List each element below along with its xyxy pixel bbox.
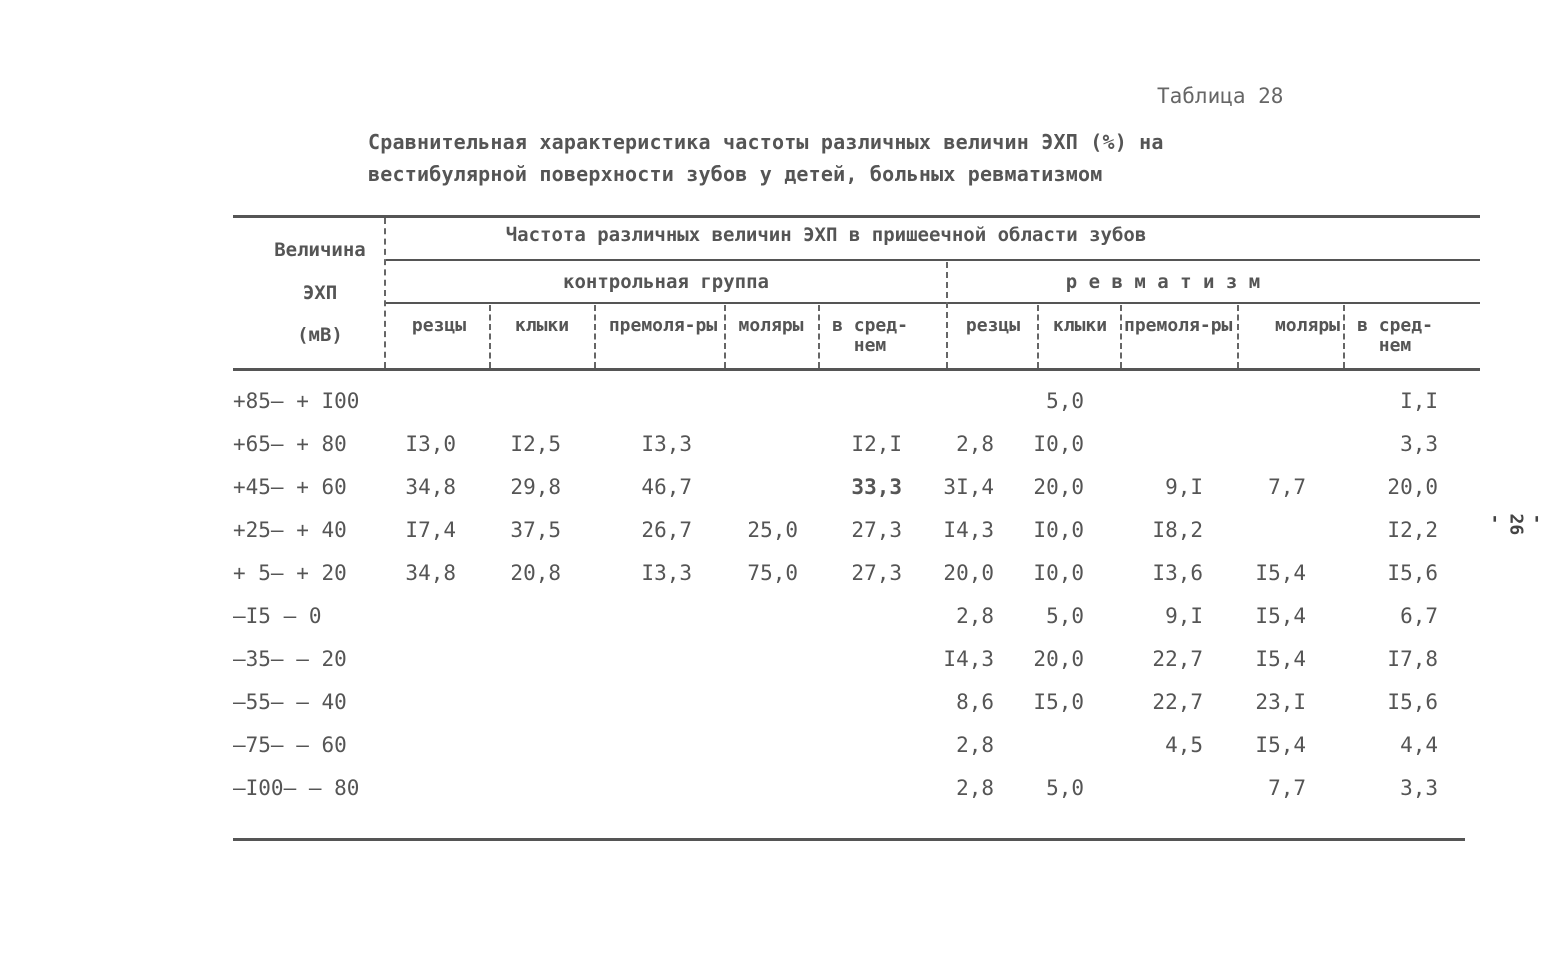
cell: 34,8 bbox=[405, 475, 456, 499]
cell: I5,4 bbox=[1255, 604, 1306, 628]
cell: 34,8 bbox=[405, 561, 456, 585]
col-header: в сред-нем bbox=[832, 315, 908, 356]
cell: 20,0 bbox=[1033, 475, 1084, 499]
cell: I3,3 bbox=[641, 561, 692, 585]
col-header: премоля-ры bbox=[608, 315, 718, 336]
cell: I7,4 bbox=[405, 518, 456, 542]
cell: I3,6 bbox=[1152, 561, 1203, 585]
row-label: –I5 – 0 bbox=[233, 604, 322, 628]
stub-header-line-1: Величина bbox=[274, 239, 366, 261]
row-label: +65– + 80 bbox=[233, 432, 347, 456]
cell: 20,0 bbox=[1387, 475, 1438, 499]
cell: 27,3 bbox=[851, 518, 902, 542]
cell: 5,0 bbox=[1046, 389, 1084, 413]
cell: 3I,4 bbox=[943, 475, 994, 499]
row-label: + 5– + 20 bbox=[233, 561, 347, 585]
cell: I4,3 bbox=[943, 518, 994, 542]
cell: 27,3 bbox=[851, 561, 902, 585]
cell: 5,0 bbox=[1046, 604, 1084, 628]
cell: I4,3 bbox=[943, 647, 994, 671]
cell: I5,4 bbox=[1255, 561, 1306, 585]
cell: 20,0 bbox=[943, 561, 994, 585]
row-label: –55– – 40 bbox=[233, 690, 347, 714]
cell: 2,8 bbox=[956, 776, 994, 800]
col-header: моляры bbox=[738, 315, 804, 336]
cell: 22,7 bbox=[1152, 690, 1203, 714]
page-number bbox=[1484, 470, 1548, 550]
cell: 25,0 bbox=[747, 518, 798, 542]
spanner-rule bbox=[386, 259, 1480, 261]
cell: 6,7 bbox=[1400, 604, 1438, 628]
cell: 20,8 bbox=[510, 561, 561, 585]
group-header-rheumatism: р е в м а т и з м bbox=[1065, 271, 1261, 293]
cell: I3,3 bbox=[641, 432, 692, 456]
row-label: +25– + 40 bbox=[233, 518, 347, 542]
stub-header-line-2: ЭХП bbox=[302, 282, 338, 304]
col-separator bbox=[1343, 305, 1345, 368]
cell: 46,7 bbox=[641, 475, 692, 499]
table-title-line-1: Сравнительная характеристика частоты различных величин ЭХП (%) на bbox=[368, 130, 1164, 154]
top-rule bbox=[233, 215, 1480, 218]
stub-header-line-3: (мВ) bbox=[297, 324, 343, 346]
cell: I2,2 bbox=[1387, 518, 1438, 542]
col-separator bbox=[489, 305, 491, 368]
header-bottom-rule bbox=[233, 368, 1480, 371]
cell: I,I bbox=[1400, 389, 1438, 413]
col-header: резцы bbox=[965, 315, 1021, 336]
cell: 3,3 bbox=[1400, 432, 1438, 456]
cell: 4,4 bbox=[1400, 733, 1438, 757]
cell: 7,7 bbox=[1268, 475, 1306, 499]
col-header: резцы bbox=[411, 315, 467, 336]
cell: I5,4 bbox=[1255, 647, 1306, 671]
cell: 37,5 bbox=[510, 518, 561, 542]
spanner-header: Частота различных величин ЭХП в пришеечной области зубов bbox=[505, 224, 1147, 246]
table-caption: Таблица 28 bbox=[1157, 84, 1284, 108]
cell: I5,6 bbox=[1387, 690, 1438, 714]
cell: I3,0 bbox=[405, 432, 456, 456]
cell: 26,7 bbox=[641, 518, 692, 542]
col-header: клыки bbox=[514, 315, 570, 336]
col-separator bbox=[1037, 305, 1039, 368]
group-header-control: контрольная группа bbox=[563, 271, 769, 293]
cell: I7,8 bbox=[1387, 647, 1438, 671]
row-label: +85– + I00 bbox=[233, 389, 360, 413]
cell: I0,0 bbox=[1033, 432, 1084, 456]
cell: I8,2 bbox=[1152, 518, 1203, 542]
cell: 3,3 bbox=[1400, 776, 1438, 800]
cell: 5,0 bbox=[1046, 776, 1084, 800]
cell: 23,I bbox=[1255, 690, 1306, 714]
col-header: премоля-ры bbox=[1124, 315, 1233, 336]
cell: I0,0 bbox=[1033, 561, 1084, 585]
table-title-line-2: вестибулярной поверхности зубов у детей, больных ревматизмом bbox=[368, 162, 1103, 186]
col-separator bbox=[594, 305, 596, 368]
col-separator bbox=[1120, 305, 1122, 368]
cell: 2,8 bbox=[956, 733, 994, 757]
cell: 9,I bbox=[1165, 604, 1203, 628]
col-separator bbox=[1237, 305, 1239, 368]
col-header: моляры bbox=[1274, 315, 1340, 336]
cell: I0,0 bbox=[1033, 518, 1084, 542]
col-separator bbox=[818, 305, 820, 368]
cell: 33,3 bbox=[851, 475, 902, 499]
row-label: +45– + 60 bbox=[233, 475, 347, 499]
group-rule bbox=[386, 302, 1480, 304]
cell: I2,5 bbox=[510, 432, 561, 456]
cell: I2,I bbox=[851, 432, 902, 456]
cell: 2,8 bbox=[956, 604, 994, 628]
cell: 22,7 bbox=[1152, 647, 1203, 671]
col-header: клыки bbox=[1052, 315, 1108, 336]
cell: 75,0 bbox=[747, 561, 798, 585]
cell: 2,8 bbox=[956, 432, 994, 456]
row-label: –I00– – 80 bbox=[233, 776, 360, 800]
cell: 4,5 bbox=[1165, 733, 1203, 757]
col-separator bbox=[724, 305, 726, 368]
page-number-text: - 26 - bbox=[1484, 513, 1548, 536]
cell: 20,0 bbox=[1033, 647, 1084, 671]
cell: 8,6 bbox=[956, 690, 994, 714]
cell: I5,4 bbox=[1255, 733, 1306, 757]
cell: I5,0 bbox=[1033, 690, 1084, 714]
table-bottom-rule bbox=[233, 838, 1465, 841]
cell: 7,7 bbox=[1268, 776, 1306, 800]
cell: 29,8 bbox=[510, 475, 561, 499]
cell: I5,6 bbox=[1387, 561, 1438, 585]
col-header: в сред-нем bbox=[1357, 315, 1433, 356]
cell: 9,I bbox=[1165, 475, 1203, 499]
row-label: –75– – 60 bbox=[233, 733, 347, 757]
row-label: –35– – 20 bbox=[233, 647, 347, 671]
